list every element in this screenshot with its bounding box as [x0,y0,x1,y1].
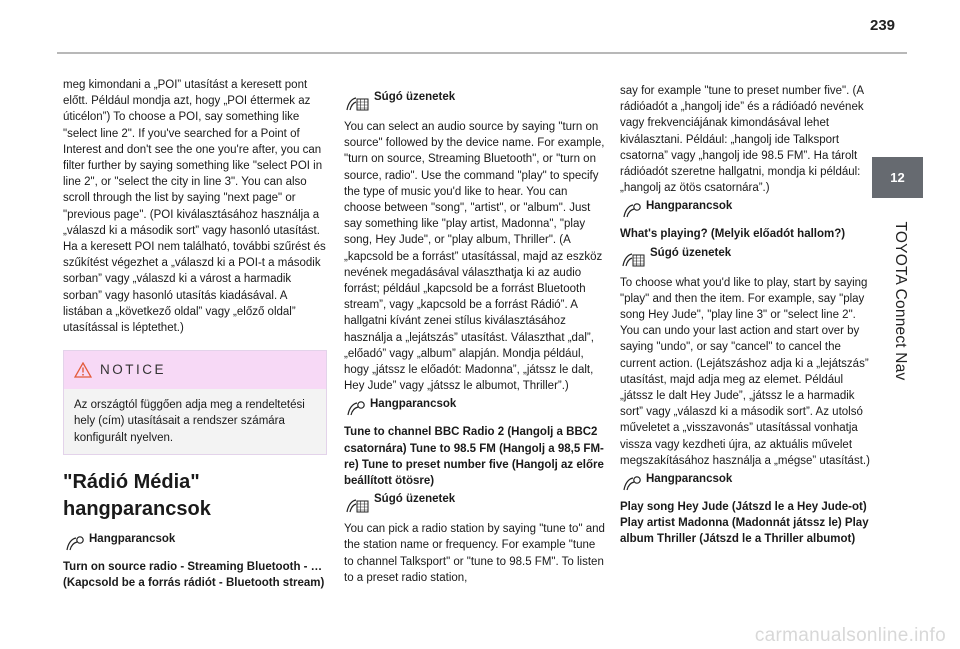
hints-heading-2 [344,491,606,515]
chapter-tab[interactable]: 12 [872,157,923,198]
commands-text: What's playing? (Melyik előadót hallom?) [620,228,846,241]
warning-icon [74,362,92,378]
voice-help-icon [344,91,370,113]
hints-text: You can select an audio source by saying "turn on source" followed by the device name. For example, "turn on source, Streaming Bluetooth", or "turn on source, radio". Use the command "play" to specify the type of music you'd like to hear. You can choose between "song", "artist", or "album". Just say something like "play artist, Madonna", "play song, Hey Jude", or "play album, Thriller". (A „kapcsold be a forrást” utasítással, majd az eszköz nevének megadásával választhatja ki az audio forrást; például „kapcsold be a forrást Bluetooth stream”, vagy „kapcsold be a forrást Rádió”. A hallgatni kívánt zenei stílus kiválasztásához használja a „lejátszás” utasítást. Választhat „dal”, „előadó” vagy „album” alapján. Mondja például, hogy „játssz le előadót: Madonna”, „játssz le dalt, Hey Jude” vagy „játssz le albumot, Thriller”.) [344,121,605,393]
command-text: Turn on source radio - Streaming Bluetooth - … (Kapcsold be a forrás rádiót - Bluetooth stream) [63,560,325,590]
voice-help-icon [344,493,370,515]
commands-heading [63,531,327,553]
commands-heading [344,396,606,418]
voice-command-icon [620,200,642,220]
hints-label: Súgó üzenetek [374,91,456,103]
commands-label: Hangparancsok [646,200,733,213]
hints-heading [620,245,878,269]
commands-label: Hangparancsok [370,398,457,411]
commands-label: Hangparancsok [89,532,176,545]
watermark: carmanualsonline.info [754,625,946,646]
header-rule [57,52,907,54]
column-1 [63,77,327,591]
voice-command-icon [344,398,366,418]
notice-box [63,350,327,455]
section-heading: "Rádió Média" hangparancsok [63,470,211,520]
notice-text: Az országtól függően adja meg a rendeltetési hely (cím) utasításait a rendszer számára konfigurált nyelven. [64,389,326,454]
hints-label: Súgó üzenetek [374,493,456,506]
hints-label: Súgó üzenetek [650,246,732,259]
radio-paragraph: say for example "tune to preset number five". (A rádióadót a „hangolj ide” és a rádióadó nevének vagy frekvenciájának kimondásával lehet kiválasztani. Például: „hangolj ide Talksport csatorna” vagy „hangolj ide 98.5 FM”. Ha tárolt rádióadót szeretne hallgatni, mondja ki például: „hangolj az ötös csatornára”.) [620,85,864,195]
notice-header [64,351,326,389]
hints-text: You can pick a radio station by saying "tune to" and the station name or frequency. For example "tune to channel Talksport" or "tune to 98.5 FM". To listen to a preset radio station, [344,523,605,584]
column-2 [344,87,606,586]
voice-command-icon [63,533,85,553]
commands-text: Tune to channel BBC Radio 2 (Hangolj a BBC2 csatornára) Tune to 98.5 FM (Hangolj a 98,5 FM-re) Tune to preset number five (Hangolj az előre beállított ötösre) [344,426,604,488]
commands-text: Play song Hey Jude (Játszd le a Hey Jude-ot) Play artist Madonna (Madonnát játssz le) Play album Thriller (Játszd le a Thriller albumot) [620,501,869,546]
chapter-sidebar [870,214,930,394]
notice-title: NOTICE [100,362,167,378]
page-number: 239 [870,17,896,34]
chapter-title: TOYOTA Connect Nav [892,221,909,381]
commands-heading [620,198,878,220]
hints-heading-1 [344,89,606,113]
voice-command-icon [620,473,642,493]
column-3 [620,83,878,548]
voice-help-icon [620,247,646,269]
commands-label: Hangparancsok [646,473,733,486]
hints-text: To choose what you'd like to play, start by saying "play" and then the item. For example, say "play song Hey Jude", "play line 3" or "select line 2". You can undo your last action and start over by saying "undo", or say "cancel" to cancel the current action. (Lejátszáshoz adja ki a „lejátszás” utasítást, majd adja meg az elemet. Például „játssz le dalt Hey Jude”, „játssz le a harmadik sort” vagy „válaszd ki a második sort”. Az utolsó műveletet a „visszavonás” utasítással vonhatja vissza vagy kezdheti újra, az aktuális művelet megszakításához használja a „mégse” utasítást.) [620,276,870,467]
poi-paragraph: meg kimondani a „POI” utasítást a keresett pont előtt. Például mondja azt, hogy „POI éttermek az úticélon”) To choose a POI, say something like "select line 2". If you've searched for a Point of Interest and don't see the one you're after, you can filter further by saying something like "select POI in line 2", or "select the city in line 3". You can also scroll through the list by saying "next page" or "previous page". (POI kiválasztásához használja a „válaszd ki a második sort” vagy hasonló utasítást. Ha a keresett POI nem található, további szűrést és szűkítést végezhet a „válaszd ki a POI-t a második sorban” vagy „válaszd ki a várost a harmadik sorban” vagy hasonló utasítás kiadásával. A listában a „következő oldal” vagy „előző oldal” utasítással is léptethet.) [63,79,326,335]
commands-heading [620,471,878,493]
